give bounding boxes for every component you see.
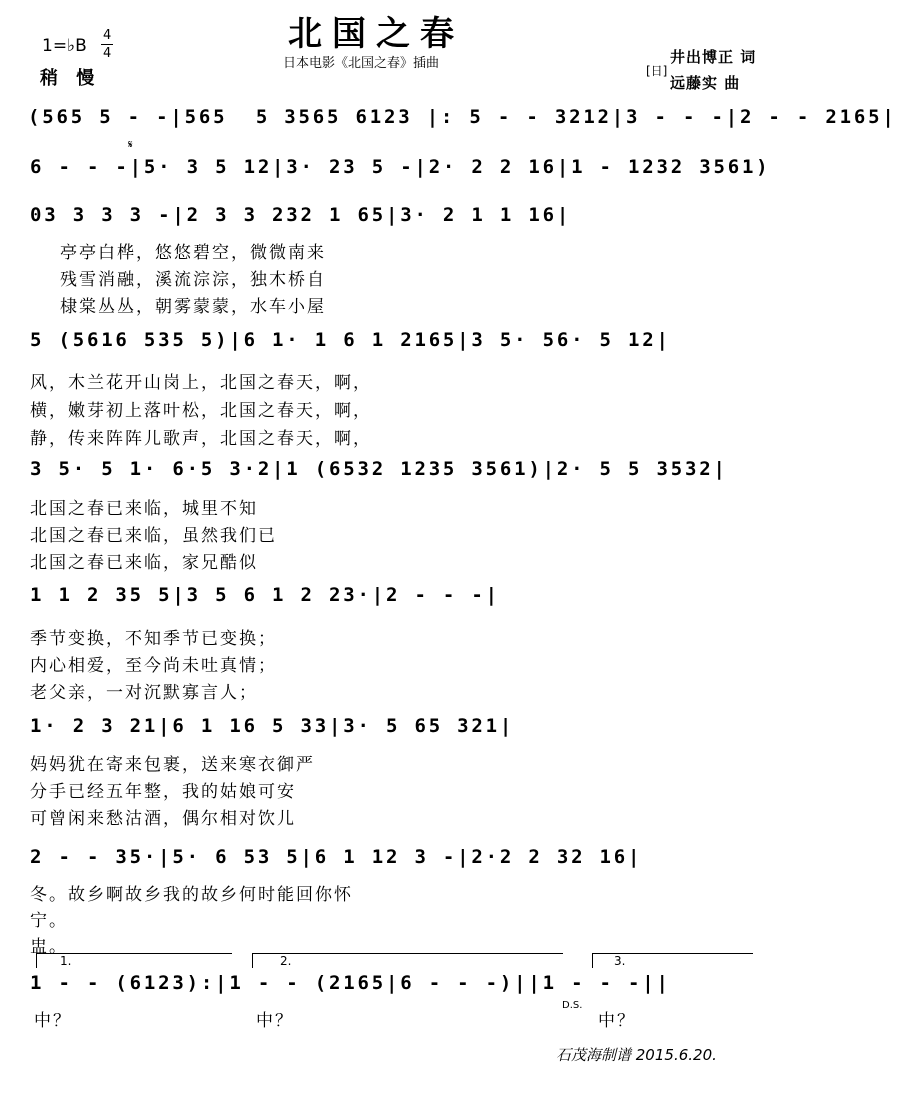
dal-segno-marking: D.S. bbox=[562, 1000, 583, 1011]
lyricist-credit: 井出博正 词 bbox=[670, 48, 757, 66]
system-2 bbox=[0, 156, 790, 182]
lyric-line-4a: 风，木兰花开山岗上，北国之春天，啊， bbox=[30, 373, 372, 393]
melody-line-1: (565 5 - -|565 5 3565 6123 |: 5 - - 3212|3 - - -|2 - - 2165| bbox=[28, 106, 897, 128]
song-subtitle: 日本电影《北国之春》插曲 bbox=[283, 56, 440, 71]
melody-line-3: 03 3 3 3 -|2 3 3 232 1 65|3· 2 1 1 16| bbox=[30, 204, 572, 226]
lyric-line-5c: 北国之春已来临，家兄酷似 bbox=[30, 553, 258, 573]
lyric-line-4b: 横，嫩芽初上落叶松，北国之春天，啊， bbox=[30, 401, 372, 421]
composer-credit: 远藤实 曲 bbox=[670, 74, 741, 92]
system-5 bbox=[0, 458, 790, 484]
system-8 bbox=[0, 846, 790, 872]
melody-line-5: 3 5· 5 1· 6·5 3·2|1 (6532 1235 3561)|2· 5 5 3532| bbox=[30, 458, 728, 480]
system-6 bbox=[0, 584, 790, 610]
key-signature: 1=♭B bbox=[42, 36, 87, 56]
time-signature-top: 4 bbox=[103, 28, 112, 43]
song-title: 北国之春 bbox=[288, 14, 464, 54]
system-1 bbox=[0, 106, 897, 132]
system-9 bbox=[0, 972, 790, 998]
origin-tag: [日] bbox=[646, 64, 668, 78]
lyric-line-6c: 老父亲，一对沉默寡言人； bbox=[30, 683, 258, 703]
volta-number-1: 1. bbox=[60, 954, 72, 968]
lyric-ending-1: 中？ bbox=[34, 1011, 72, 1031]
lyric-line-3c: 棣棠丛丛，朝雾蒙蒙，水车小屋 bbox=[60, 297, 326, 317]
lyric-line-8c: 盅。 bbox=[30, 937, 68, 957]
tempo-marking: 稍 慢 bbox=[40, 68, 101, 89]
time-signature-line bbox=[101, 44, 113, 45]
arranger-footer: 石茂海制谱 2015.6.20. bbox=[556, 1046, 717, 1064]
melody-line-7: 1· 2 3 21|6 1 16 5 33|3· 5 65 321| bbox=[30, 715, 515, 737]
lyric-ending-2: 中？ bbox=[256, 1011, 294, 1031]
lyric-line-6a: 季节变换，不知季节已变换； bbox=[30, 629, 277, 649]
melody-line-2: 6 - - -|5· 3 5 12|3· 23 5 -|2· 2 2 16|1 - 1232 3561) bbox=[30, 156, 771, 178]
volta-bracket-2 bbox=[252, 953, 563, 968]
lyric-line-6b: 内心相爱，至今尚未吐真情； bbox=[30, 656, 277, 676]
segno-sign: 𝄋 bbox=[128, 138, 133, 151]
melody-line-4: 5 (5616 535 5)|6 1· 1 6 1 2165|3 5· 56· 5 12| bbox=[30, 329, 671, 351]
system-4 bbox=[0, 329, 790, 355]
lyric-line-5b: 北国之春已来临，虽然我们已 bbox=[30, 526, 277, 546]
lyric-line-8a: 冬。故乡啊故乡我的故乡何时能回你怀 bbox=[30, 885, 353, 905]
lyric-line-4c: 静，传来阵阵儿歌声，北国之春天，啊， bbox=[30, 429, 372, 449]
time-signature-bottom: 4 bbox=[103, 46, 112, 61]
melody-line-6: 1 1 2 35 5|3 5 6 1 2 23·|2 - - -| bbox=[30, 584, 500, 606]
lyric-line-5a: 北国之春已来临，城里不知 bbox=[30, 499, 258, 519]
lyric-line-3b: 残雪消融，溪流淙淙，独木桥自 bbox=[60, 270, 326, 290]
lyric-line-3a: 亭亭白桦，悠悠碧空，微微南来 bbox=[60, 243, 326, 263]
lyric-ending-3: 中？ bbox=[598, 1011, 636, 1031]
lyric-line-8b: 宁。 bbox=[30, 911, 68, 931]
lyric-line-7b: 分手已经五年整，我的姑娘可安 bbox=[30, 782, 296, 802]
lyric-line-7a: 妈妈犹在寄来包裹，送来寒衣御严 bbox=[30, 755, 315, 775]
system-7 bbox=[0, 715, 790, 741]
volta-number-2: 2. bbox=[280, 954, 292, 968]
volta-number-3: 3. bbox=[614, 954, 626, 968]
melody-line-8: 2 - - 35·|5· 6 53 5|6 1 12 3 -|2·2 2 32 16| bbox=[30, 846, 643, 868]
system-3 bbox=[0, 204, 790, 230]
melody-line-9: 1 - - (6123):|1 - - (2165|6 - - -)||1 - - -|| bbox=[30, 972, 671, 994]
lyric-line-7c: 可曾闲来愁沽酒，偶尔相对饮儿 bbox=[30, 809, 296, 829]
